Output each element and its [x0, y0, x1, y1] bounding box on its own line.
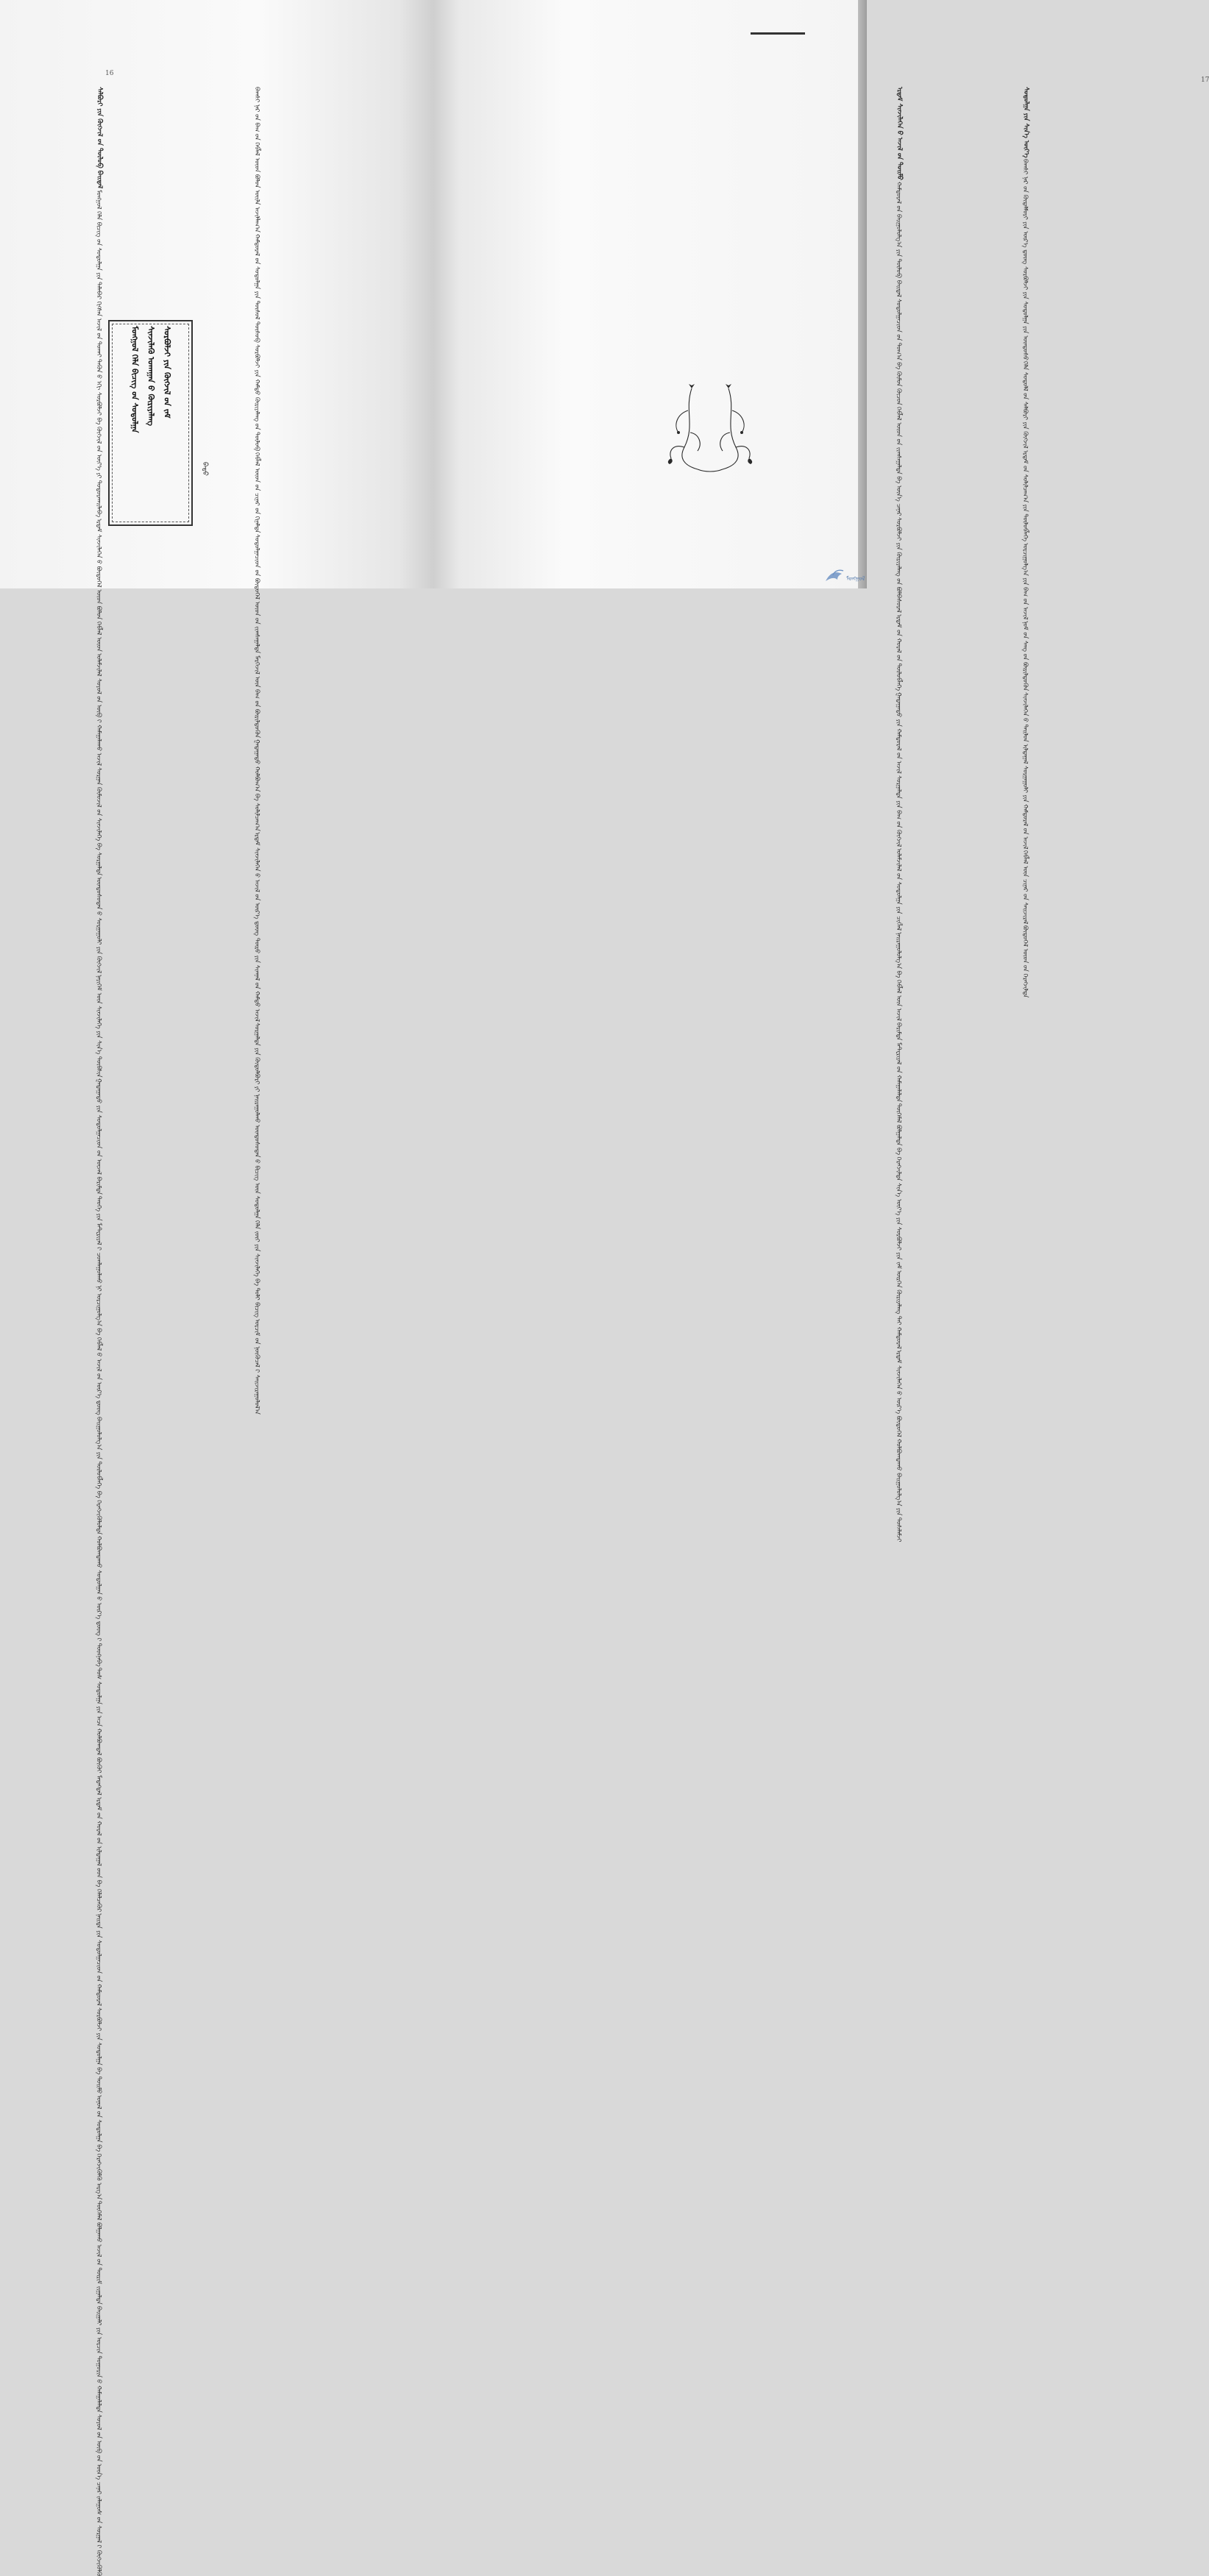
right-block-a-line: ᠡᠷᠳᠡᠮ ᠰᠢᠨᠵᠢᠯᠡᠭᠡᠨ ᠦ᠌ ᠦᠷ᠎ᠡ ᠪᠦᠲᠦᠭᠡᠯ	[896, 1350, 903, 1438]
right-block-b-heading: ᠰᠤᠳᠤᠯᠭᠠ ᠶᠢᠨ ᠰᠢᠨ᠎ᠡ ᠦᠶ᠎ᠡ	[1022, 87, 1029, 158]
left-block-a-line: ᠣᠨᠣᠯ ᠤ᠋ᠨ ᠰᠤᠳᠤᠯᠭᠠ ᠪᠠ ᠬᠡᠷᠡᠭᠵᠢᠭᠦᠯᠬᠦ ᠠᠷᠭ᠎ᠠ	[96, 2095, 103, 2200]
left-block-b-line: ᠬᠡᠯᠡ ᠵᠦᠢ ᠶᠢᠨ ᠰᠢᠨᠵᠢᠯᠡᠭᠡ ᠪᠠ ᠲᠣᠯᠢ ᠪᠢᠴᠢᠭ	[254, 1220, 261, 1317]
right-block-b-line: ᠰᠤᠷᠭᠠᠭᠤᠯᠢ ᠶᠢᠨ ᠬᠠᠮᠲᠤᠷᠠᠯ ᠤ᠋ᠨ ᠠᠵᠢᠯ	[1022, 765, 1029, 850]
left-block-a-line: ᠰᠤᠷᠭᠠᠨ ᠬᠦᠮᠦᠵᠢᠯ ᠤ᠋ᠨ ᠰᠢᠨᠵᠢᠯᠡᠭᠡ ᠪᠠ ᠰᠤᠷᠭᠠᠯᠲᠠ	[96, 766, 103, 875]
right-block-b-line: ᠬᠡᠪᠯᠡᠯ ᠦ᠌ᠨ ᠴᠢᠨᠠᠷ ᠤ᠋ᠨ ᠰᠠᠢᠵᠢᠷᠠᠯ	[1022, 850, 1029, 925]
right-text-block-a	[896, 87, 903, 1543]
left-page-number: 16	[105, 70, 114, 77]
left-block-a-line: ᠰᠣᠶᠣᠯ ᠤ᠋ᠨ ᠥᠪ ᠤ᠋ᠨ ᠦᠨ᠎ᠡ ᠴᠡᠨᠡᠷ	[96, 2413, 103, 2494]
right-block-b-line: ᠪᠠᠭᠰᠢ ᠨᠠᠷ ᠤ᠋ᠨ ᠬᠥᠳᠡᠯᠮᠦᠷᠢ ᠶᠢᠨ ᠦᠷ᠎ᠡ ᠳ᠋ᠦᠩ	[1022, 159, 1029, 265]
left-block-a-line: ᠲᠦᠭᠡᠮᠡᠯ ᠪᠣᠯᠭᠠᠬᠤ ᠠᠵᠢᠯ ᠤ᠋ᠨ ᠳᠦᠷᠢᠮ ᠵᠢᠭᠠᠯᠲᠠ	[96, 2201, 103, 2305]
left-block-a-line: ᠬᠣᠯᠪᠣᠭᠳᠠᠬᠤ ᠰᠤᠳᠤᠯᠭᠠᠨ ᠤ᠋ ᠦᠷ᠎ᠡ ᠳ᠋ᠦᠩ ᠢ᠋ ᠳᠦᠩᠨᠡᠪᠡ	[96, 1535, 103, 1667]
right-block-b-line: ᠰᠢᠨᠵᠢᠯᠡᠭᠡᠨ ᠦ᠌ ᠲᠠᠢᠯᠤᠨ ᠢᠯᠲᠠᠭᠠᠯ	[1022, 692, 1029, 764]
left-block-a-line: ᠦᠨᠳᠦᠰᠦᠲᠡᠨ ᠦ᠌ ᠰᠤᠷᠭᠠᠭᠤᠯᠢ ᠶᠢᠨ ᠬᠥᠭᠵᠢᠯ	[96, 876, 103, 973]
right-block-a-heading: ᠡᠷᠳᠡᠮ ᠰᠢᠨᠵᠢᠯᠡᠭᠡᠨ ᠦ᠌ ᠠᠵᠢᠯ ᠤ᠋ᠨ ᠲᠣᠢᠮᠤ	[896, 87, 903, 180]
left-block-a-line: ᠨᠡᠶᠢᠭᠡᠮ ᠦ᠌ᠨ ᠰᠢᠨᠵᠢᠯᠡᠭᠡ ᠶᠢᠨ ᠰᠢᠨ᠎ᠡ ᠲᠦᠪᠰᠢᠨ	[96, 974, 103, 1078]
right-page-number: 17	[1201, 77, 1209, 84]
right-block-a-line: ᠪᠠᠷᠢᠮᠲᠠ ᠮᠠᠲ᠋ᠧᠷᠢᠶᠠᠯ ᠤ᠋ᠨ ᠬᠠᠮᠠᠭᠠᠯᠠᠯᠲᠠ	[896, 1022, 903, 1103]
left-block-a-line: ᠲᠡᠭᠦᠨ ᠦ᠌ ᠡᠬᠢ ᠰᠤᠷᠪᠤᠯᠵᠢ ᠪᠠ ᠬᠥᠭᠵᠢᠯ ᠤ᠋ᠨ ᠦᠶ᠎ᠡ ᠶᠢ ᠲᠣᠳᠣᠷᠬᠠᠢᠯᠠᠪᠠ	[96, 358, 103, 517]
left-block-a-line: ᠤᠯᠠᠮᠵᠢᠯᠠᠯ ᠰᠣᠶᠣᠯ ᠤ᠋ᠨ ᠥᠪ ᠢ᠋ ᠬᠠᠮᠠᠭᠠᠯᠠᠬᠤ ᠠᠵᠢᠯ	[96, 652, 103, 766]
right-block-a-line: ᠰᠤᠷᠭᠠᠯᠲᠠ ᠶᠢᠨ ᠪᠠᠭ ᠤ᠋ᠨ ᠬᠥᠭᠵᠢᠯ	[896, 775, 903, 847]
right-block-a-line: ᠤᠯᠠᠮᠵᠢᠯᠠᠯ ᠤ᠋ᠨ ᠰᠤᠳᠤᠯᠭᠠ ᠶᠢᠨ ᠴᠢᠭᠯᠡᠯ	[896, 848, 903, 931]
framed-title-line: ᠰᠤᠷᠪᠤᠯᠵᠢ ᠶᠢᠨ ᠬᠥᠭᠵᠢᠯ ᠤ᠋ᠨ ᠵᠠᠮ	[162, 326, 172, 419]
left-block-b-line: ᠰᠤᠷᠪᠤᠯᠵᠢ ᠶᠢᠨ ᠬᠠᠮᠲᠤ ᠬᠦᠷᠢᠶᠡᠯᠡᠩ ᠤ᠋ᠨ ᠲᠥᠯᠦᠪ	[254, 344, 261, 451]
left-block-a-line: ᠡᠷᠳᠡᠮ ᠰᠢᠨᠵᠢᠯᠡᠭᠡᠨ ᠦ᠌ ᠪᠦᠲᠦᠭᠡᠯ ᠦ᠌ᠳ ᠪᠣᠯᠤᠨ ᠬᠡᠪᠯᠡᠯ ᠦ᠌ᠳ	[96, 519, 103, 652]
left-block-a-line: ᠣᠷᠴᠢᠭᠤᠯᠭ᠎ᠠ ᠪᠠ ᠬᠡᠪᠯᠡᠯ ᠦ᠌ ᠠᠵᠢᠯ ᠤ᠋ᠨ ᠦᠷ᠎ᠡ ᠳ᠋ᠦᠩ	[96, 1292, 103, 1415]
header-rule	[751, 32, 805, 35]
right-block-a-line: ᠲᠦᠭᠡᠮᠡᠯ ᠪᠣᠯᠭᠠᠯᠲᠠ ᠪᠠ ᠬᠡᠷᠡᠭᠵᠢᠯᠲᠡ	[896, 1103, 903, 1181]
left-block-a-line: ᠵᠠᠯᠠᠭᠤᠰ ᠤ᠋ᠨ ᠰᠤᠷᠭᠠᠯ ᠢ᠋ ᠬᠥᠭᠵᠢᠭᠦᠯᠬᠦ	[96, 2495, 103, 2576]
right-block-a-line: ᠡᠷᠳᠡᠮ ᠤ᠋ᠨ ᠬᠤᠷᠠᠯ ᠤ᠋ᠨ ᠲᠥᠯᠥᠪᠯᠡᠭᠡ	[896, 614, 903, 691]
left-block-b-line: ᠮᠡᠷᠭᠡᠵᠢᠯ ᠦ᠌ᠨ ᠪᠠᠭ ᠤ᠋ᠨ ᠪᠦᠷᠢᠯᠳᠦᠬᠦᠨ	[254, 655, 261, 738]
right-block-a-line: ᠰᠤᠳᠤᠯᠭᠠᠴᠢᠳ ᠤ᠋ᠨ ᠲᠣᠭ᠎ᠠ ᠪᠠ ᠬᠦᠮᠦᠨ ᠬᠦᠴᠦᠨ	[896, 298, 903, 405]
left-block-b-line: ᠭᠠᠳᠠᠭᠠᠳᠤ ᠬᠣᠯᠪᠣᠭ᠎ᠠ ᠪᠠ ᠰᠣᠯᠢᠯᠴᠠᠭ᠎ᠠ	[254, 739, 261, 831]
right-block-a-line: ᠭᠠᠳᠠᠭᠠᠳᠤ ᠶᠢᠨ ᠬᠠᠮᠲᠤᠷᠠᠯ ᠤ᠋ᠨ ᠠᠵᠢᠯ	[896, 692, 903, 774]
left-text-block-b	[254, 87, 261, 1415]
right-block-b-line: ᠡᠷᠳᠡᠮ ᠤ᠋ᠨ ᠰᠣᠯᠢᠯᠴᠠᠭ᠎ᠠ ᠶᠢᠨ ᠲᠥᠯᠥᠪᠯᠡᠭᠡ	[1022, 450, 1029, 541]
left-block-b-line: ᠬᠠᠮᠲᠤᠷᠠᠯ ᠤ᠋ᠨ ᠰᠤᠳᠤᠯᠭᠠ ᠶᠢᠨ ᠲᠥᠰᠥᠯ ᠲᠥᠰᠦᠪ	[254, 233, 261, 343]
framed-title-line: ᠰᠢᠨᠵᠢᠯᠡᠬᠦ ᠤᠬᠠᠭᠠᠨ ᠤ᠋ ᠬᠦᠷᠢᠶᠡᠯᠡᠩ	[146, 326, 156, 427]
right-block-b-line: ᠣᠷᠴᠢᠭᠤᠯᠭ᠎ᠠ ᠶᠢᠨ ᠪᠠᠭ ᠤ᠋ᠨ ᠠᠵᠢᠯ	[1022, 542, 1029, 620]
left-block-b-line: ᠦᠨᠳᠦᠰᠦᠲᠡᠨ ᠦ᠌ ᠪᠢᠴᠢᠭ ᠦ᠌ᠨ ᠰᠤᠳᠤᠯᠭᠠ	[254, 1124, 261, 1219]
right-block-a-line: ᠰᠢᠨ᠎ᠡ ᠦᠶ᠎ᠡ ᠶᠢᠨ ᠰᠤᠷᠪᠤᠯᠵᠢ ᠶᠢᠨ ᠵᠠᠮ	[896, 1182, 903, 1269]
left-block-b-line: ᠰᠤᠳᠤᠯᠭᠠᠴᠢᠳ ᠤ᠋ᠨ ᠪᠦᠲᠦᠭᠡᠯ ᠦ᠌ᠳ ᠤ᠋ᠨ ᠵᠢᠭᠰᠠᠭᠠᠯᠲᠠ	[254, 534, 261, 654]
left-block-a-line: ᠪᠠᠢᠭᠤᠯᠤᠯᠭ᠎ᠠ ᠶᠢᠨ ᠲᠥᠯᠥᠪᠯᠡᠭᠡ ᠪᠠ ᠬᠡᠷᠡᠭᠵᠢᠭᠦᠯᠦᠯᠲᠡ	[96, 1416, 103, 1534]
right-block-a-line: ᠨᠠᠢᠷᠠᠭᠤᠯᠤᠯᠭ᠎ᠠ ᠪᠠ ᠬᠡᠪᠯᠡᠯ ᠦ᠌ᠨ ᠠᠵᠢᠯ	[896, 932, 903, 1022]
left-block-b-line: ᠣᠷᠴᠢᠮ ᠤ᠋ᠨ ᠨᠥᠬᠥᠴᠡᠯ ᠢ᠋ ᠰᠠᠢᠵᠢᠷᠠᠭᠤᠯᠤᠯ᠎ᠠ	[254, 1318, 261, 1415]
left-block-a-line: ᠡᠷᠳᠡᠮ ᠤ᠋ᠨ ᠬᠤᠷᠠᠯ ᠤ᠋ᠨ ᠢᠯᠲᠠᠭᠠᠯ ᠤ᠋ᠳ ᠪᠠ ᠬᠡᠯᠡᠯᠴᠡᠭᠦᠷ	[96, 1796, 103, 1913]
left-block-b-line: ᠡᠷᠳᠡᠮ ᠰᠢᠨᠵᠢᠯᠡᠭᠡᠨ ᠦ᠌ ᠠᠵᠢᠯ ᠤ᠋ᠨ ᠦᠷ᠎ᠡ ᠳ᠋ᠦᠩ	[254, 832, 261, 936]
right-block-b-line: ᠨᠣᠮ ᠤ᠋ᠨ ᠰᠠᠩ ᠤ᠋ᠨ ᠪᠦᠷᠢᠯᠳᠦᠬᠦᠨ	[1022, 621, 1029, 691]
left-block-a-line: ᠪᠠᠢᠭᠠᠯᠢ ᠶᠢᠨ ᠣᠷᠴᠢᠨ ᠲᠣᠭᠣᠷᠢᠨ ᠤ᠋ ᠬᠠᠮᠠᠭᠠᠯᠠᠯᠲᠠ	[96, 2306, 103, 2413]
left-block-a-line: ᠭᠠᠳᠠᠭᠠᠳᠤ ᠶᠢᠨ ᠰᠤᠳᠤᠯᠭᠠᠴᠢᠳ ᠤ᠋ᠨ ᠦᠵᠡᠯ ᠪᠠᠷᠢᠮᠲᠠ	[96, 1078, 103, 1195]
right-block-a-line: ᠬᠡᠪᠯᠡᠯ ᠦ᠌ᠳ ᠤ᠋ᠨ ᠵᠢᠭᠰᠠᠭᠠᠯᠲᠠ ᠪᠠ ᠦᠨ᠎ᠡ ᠴᠡᠨᠡᠷ	[896, 406, 903, 516]
right-block-a-line: ᠰᠤᠷᠪᠤᠯᠵᠢ ᠶᠢᠨ ᠬᠦᠷᠢᠶᠡᠯᠡᠩ ᠤ᠋ᠨ ᠪᠣᠯᠪᠠᠰᠤᠷᠠᠯ	[896, 517, 903, 613]
page-stack-edge	[858, 0, 867, 588]
left-text-block-a	[96, 87, 103, 2576]
right-block-b-line: ᠪᠦᠲᠦᠭᠡᠯ ᠦ᠌ᠳ ᠤ᠋ᠨ ᠬᠡᠷᠡᠭᠵᠢᠯᠲᠡ	[1022, 925, 1029, 998]
framed-title-box	[108, 320, 193, 526]
left-block-b-line: ᠪᠠᠭᠰᠢ ᠨᠠᠷ ᠤ᠋ᠨ ᠪᠠᠭ ᠤ᠋ᠨ ᠬᠡᠪᠯᠡᠯ ᠦ᠌ᠳ ᠪᠣᠯᠤᠨ ᠦᠢᠯᠡ ᠠᠵᠢᠯᠯᠠᠭ᠎ᠠ	[254, 87, 261, 232]
floral-ornament-icon	[662, 381, 758, 477]
publisher-logo-text: ᠮᠣᠩᠭᠣᠯ	[846, 575, 865, 582]
left-page	[0, 0, 433, 2576]
right-block-a-line: ᠬᠣᠯᠪᠣᠭᠳᠠᠬᠤ ᠪᠠᠢᠭᠤᠯᠤᠯᠭ᠎ᠠ ᠶᠢᠨ ᠲᠤᠰᠠᠯᠠᠮᠵᠢ	[896, 1439, 903, 1543]
left-block-a-line: ᠨᠡᠢᠲᠡ ᠶᠢᠨ ᠰᠤᠳᠤᠯᠭᠠᠴᠢᠳ ᠤ᠋ᠨ ᠬᠠᠮᠲᠤᠷᠠᠯ	[96, 1913, 103, 2006]
right-text-block-b	[1022, 87, 1029, 998]
framed-title-line: ᠮᠣᠩᠭᠣᠯ ᠬᠡᠯᠡ ᠪᠢᠴᠢᠭ ᠤ᠋ᠨ ᠰᠤᠳᠤᠯᠭᠠ	[130, 326, 140, 433]
left-block-b-line: ᠰᠤᠷᠭᠠᠯᠲᠠ ᠶᠢᠨ ᠬᠥᠲᠦᠯᠪᠦᠷᠢ ᠶᠢ ᠨᠠᠢᠷᠠᠭᠤᠯᠬᠤ	[254, 1022, 261, 1123]
right-page	[433, 0, 1209, 1543]
left-block-a-line: ᠮᠣᠩᠭᠣᠯ ᠬᠡᠯᠡ ᠪᠢᠴᠢᠭ ᠤ᠋ᠨ ᠰᠤᠳᠤᠯᠭᠠ ᠶᠢᠨ ᠲᠠᠯᠠᠪᠠᠷ ᠬᠢᠭᠰᠡᠨ ᠠᠵᠢᠯ ᠤ᠋ᠨ ᠲᠤᠬᠠᠢ	[96, 190, 103, 357]
left-block-b-line: ᠲᠥᠷᠦ ᠶᠢᠨ ᠰᠢᠭᠨᠠᠯ ᠤ᠋ᠨ ᠬᠠᠮᠲᠤ ᠠᠵᠢᠯ	[254, 937, 261, 1022]
left-block-a-line: ᠰᠤᠷᠪᠤᠯᠵᠢ ᠶᠢᠨ ᠰᠤᠳᠤᠯᠭᠠ ᠪᠠ ᠲᠣᠢᠮᠤ	[96, 2007, 103, 2094]
right-block-b-line: ᠰᠤᠷᠪᠤᠯᠵᠢ ᠶᠢᠨ ᠰᠤᠳᠤᠯᠭᠠ ᠶᠢᠨ ᠦᠨᠳᠦᠰᠦ	[1022, 266, 1029, 360]
right-block-a-line: ᠬᠠᠮᠲᠤᠷᠠᠯ ᠤ᠋ᠨ ᠪᠠᠢᠭᠤᠯᠤᠯᠭ᠎ᠠ ᠶᠢᠨ ᠲᠥᠯᠦᠪ ᠪᠠᠢᠳᠠᠯ	[896, 181, 903, 297]
author-signature: ᠪᠠᠲᠤ	[201, 462, 208, 476]
left-block-b-line: ᠬᠡᠪᠯᠡᠯ ᠦ᠌ᠳ ᠤ᠋ᠨ ᠴᠢᠨᠠᠷ ᠤ᠋ᠨ ᠬᠢᠨᠠᠯᠲᠠ	[254, 452, 261, 533]
right-block-a-line: ᠥᠷᠭᠡᠨ ᠬᠦᠷᠢᠶᠡᠯᠡᠩ ᠲᠡᠢ ᠬᠠᠮᠲᠤᠷᠠᠯ	[896, 1270, 903, 1349]
left-block-a-heading: ᠰᠠᠯᠪᠤᠷᠢ ᠶᠢᠨ ᠬᠥᠭᠵᠢᠯ ᠤ᠋ᠨ ᠲᠥᠯᠦᠪ ᠪᠠᠢᠳᠠᠯ	[96, 87, 103, 189]
left-block-a-line: ᠲᠤᠰ ᠰᠤᠳᠤᠯᠭᠠ ᠶᠢᠨ ᠠᠴᠠ ᠬᠣᠯᠪᠣᠭᠳᠠᠯ ᠪᠦᠬᠦᠢ ᠮᠡᠳᠡᠭᠳᠡᠯ	[96, 1668, 103, 1796]
left-block-a-line: ᠲᠡᠦᠬᠡ ᠶᠢᠨ ᠮᠠᠲ᠋ᠧᠷᠢᠶᠠᠯ ᠢ᠋ ᠴᠤᠭᠯᠠᠭᠤᠯᠬᠤ ᠨᠢ	[96, 1196, 103, 1292]
right-block-b-line: ᠬᠡᠯᠡ ᠰᠤᠳᠤᠯᠯ ᠤ᠋ᠨ ᠰᠠᠯᠪᠤᠷᠢ ᠶᠢᠨ ᠬᠥᠭᠵᠢᠯ	[1022, 361, 1029, 449]
